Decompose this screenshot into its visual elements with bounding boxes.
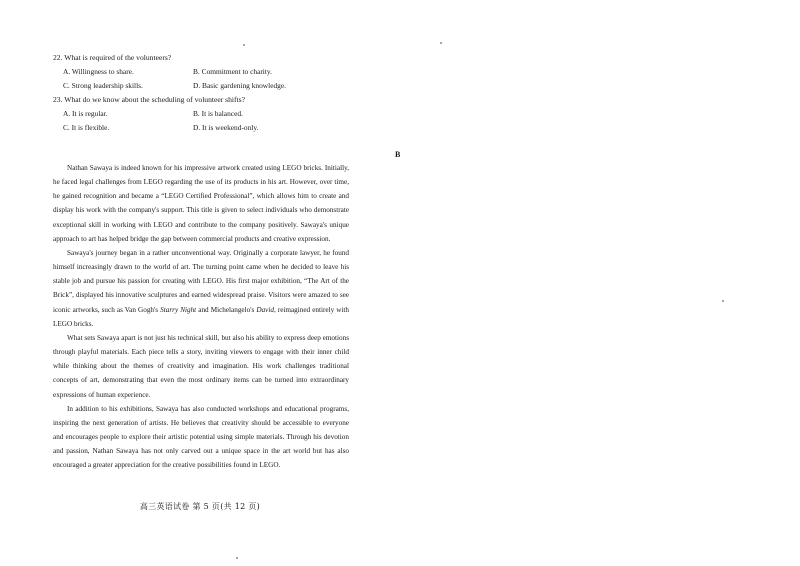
paragraph-3: What sets Sawaya apart is not just his technical skill, but also his ability to express deep emotions through playful materials. Each piece tells a story, inviting viewers to engage with their inner child while thinking about the themes of creativity and imagination. His work challenges traditional concepts of art, demonstrating that even the most ordinary items can be turned into extraordinary expressions of human experience. (53, 333, 349, 399)
option-22-b: B. Commitment to charity. (193, 67, 272, 76)
option-22-d: D. Basic gardening knowledge. (193, 81, 286, 90)
scan-speck (722, 300, 724, 302)
question-22 (53, 53, 171, 63)
scan-speck (440, 42, 442, 44)
page-footer: 高三英语试卷 第 5 页(共 12 页) (139, 502, 261, 511)
scan-speck (236, 557, 238, 559)
option-23-a: A. It is regular. (63, 109, 108, 118)
reading-passage (53, 161, 349, 472)
option-23-c: C. It is flexible. (63, 123, 110, 132)
option-22-a: A. Willingness to share. (63, 67, 134, 76)
scan-speck (243, 44, 245, 46)
question-number: 23. (53, 95, 63, 104)
question-23 (53, 95, 245, 105)
option-22-c: C. Strong leadership skills. (63, 81, 143, 90)
paragraph-1: Nathan Sawaya is indeed known for his impressive artwork created using LEGO bricks. Initially, he faced legal challenges from LEGO regarding the use of its products in his art. However, over time, he gained recognition and became a “LEGO Certified Professional”, which allows him to create and display his work with the company's support. This title is given to select individuals who demonstrate exceptional skill in working with LEGO and contribute to the company positively. Sawaya's unique approach to art has helped bridge the gap between commercial products and creative expression. (53, 164, 349, 243)
question-number: 22. (53, 53, 63, 62)
section-heading: B (395, 150, 401, 159)
option-23-d: D. It is weekend-only. (193, 123, 259, 132)
paragraph-4: In addition to his exhibitions, Sawaya has also conducted workshops and educational programs, inspiring the next generation of artists. He believes that creativity should be accessible to everyone and encourages people to explore their artistic potential using simple materials. Through his devotion and passion, Nathan Sawaya has not only carved out a unique space in the art world but has also encouraged a greater appreciation for the creative possibilities found in LEGO. (53, 404, 349, 470)
paragraph-2: Sawaya's journey began in a rather unconventional way. Originally a corporate lawyer, he found himself increasingly drawn to the world of art. The turning point came when he decided to leave his stable job and pursue his passion for creating with LEGO. His first major exhibition, “The Art of the Brick”, displayed his innovative sculptures and earned widespread praise. Visitors were amazed to see iconic artworks, such as Van Gogh's Starry Night and Michelangelo's David, reimagined entirely with LEGO bricks. (53, 248, 350, 328)
option-23-b: B. It is balanced. (193, 109, 243, 118)
question-text: What do we know about the scheduling of volunteer shifts? (64, 95, 245, 104)
question-text: What is required of the volunteers? (64, 53, 172, 62)
